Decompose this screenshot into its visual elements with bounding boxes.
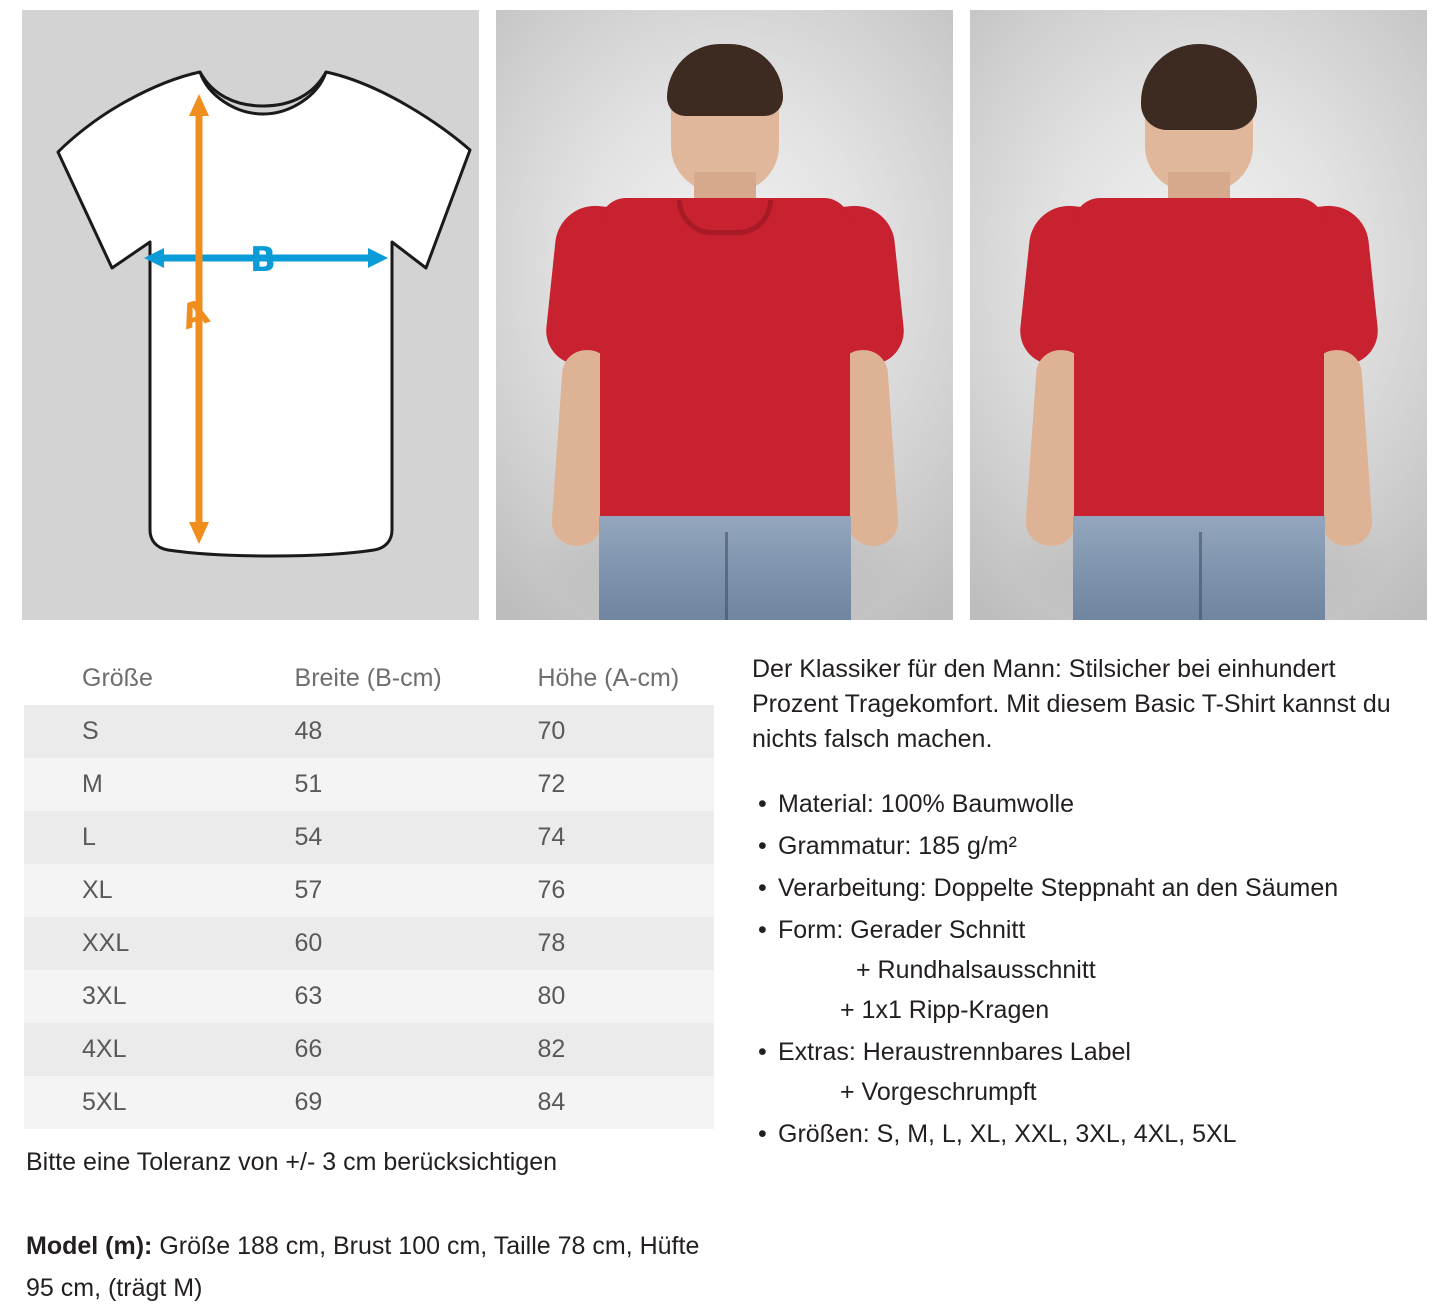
cell-height: 82 [537,1035,566,1063]
cell-size: 3XL [82,982,127,1010]
cell-size: 5XL [82,1088,127,1116]
table-row [24,1023,714,1076]
product-description [752,652,1424,1159]
table-row [24,970,714,1023]
model-jeans-back [1073,516,1325,620]
cell-size: XL [82,876,113,904]
height-dimension-label: A [176,291,214,339]
description-intro: Der Klassiker für den Mann: Stilsicher bei einhundert Prozent Tragekomfort. Mit diesem Basic T-Shirt kannst du nichts falsch machen. [752,655,1391,753]
cell-width: 48 [294,717,323,745]
tshirt-measure-diagram [22,10,479,620]
cell-size: XXL [82,929,130,957]
photo-background [496,10,953,620]
cell-width: 66 [294,1035,323,1063]
width-dimension-label: B [250,240,276,280]
list-item [752,1035,1424,1110]
model-hair [667,44,783,116]
shirt-body-front [600,198,850,528]
bullet-text: Form: Gerader Schnitt [778,916,1026,944]
cell-width: 57 [294,876,323,904]
bullet-sub-text: + Vorgeschrumpft [840,1078,1037,1106]
bullet-text: Verarbeitung: Doppelte Steppnaht an den Säumen [778,874,1339,902]
table-row [24,864,714,917]
tolerance-note: Bitte eine Toleranz von +/- 3 cm berücksichtigen [26,1148,558,1176]
cell-size: M [82,770,103,798]
list-item [752,871,1424,906]
column-header-height: Höhe (A-cm) [537,664,680,692]
model-note-text: Größe 188 cm, Brust 100 cm, Taille 78 cm, Hüfte 95 cm, (trägt M) [26,1232,700,1302]
list-item [752,913,1424,1028]
cell-width: 54 [294,823,323,851]
photo-background [970,10,1427,620]
cell-width: 60 [294,929,323,957]
list-item [752,1117,1424,1152]
cell-height: 76 [537,876,566,904]
column-header-size: Größe [82,664,153,692]
description-bullets [752,787,1424,1152]
cell-height: 84 [537,1088,566,1116]
model-note [26,1225,726,1309]
model-hair [1141,44,1257,130]
tshirt-outline-icon [22,10,479,620]
list-item [752,829,1424,864]
bullet-text: Größen: S, M, L, XL, XXL, 3XL, 4XL, 5XL [778,1120,1237,1148]
table-row [24,811,714,864]
table-row [24,705,714,758]
bullet-text: Extras: Heraustrennbares Label [778,1038,1131,1066]
cell-size: L [82,823,96,851]
model-jeans-front [599,516,851,620]
cell-height: 78 [537,929,566,957]
cell-width: 51 [294,770,323,798]
cell-height: 72 [537,770,566,798]
table-row [24,1076,714,1129]
bullet-text: Material: 100% Baumwolle [778,790,1074,818]
model-note-label: Model (m): [26,1232,153,1260]
bullet-sub-text: + Rundhalsausschnitt [856,956,1096,984]
bullet-sub-text: + 1x1 Ripp-Kragen [840,996,1050,1024]
size-table [24,652,714,1129]
product-images-row [22,10,1427,620]
table-row [24,917,714,970]
cell-height: 74 [537,823,566,851]
cell-width: 63 [294,982,323,1010]
cell-width: 69 [294,1088,323,1116]
cell-size: 4XL [82,1035,127,1063]
shirt-body-back [1074,198,1324,528]
cell-height: 80 [537,982,566,1010]
cell-size: S [82,717,99,745]
table-row [24,758,714,811]
cell-height: 70 [537,717,566,745]
model-front-photo [496,10,953,620]
bullet-text: Grammatur: 185 g/m² [778,832,1017,860]
list-item [752,787,1424,822]
model-back-photo [970,10,1427,620]
table-header-row [24,652,714,705]
column-header-width: Breite (B-cm) [294,664,442,692]
